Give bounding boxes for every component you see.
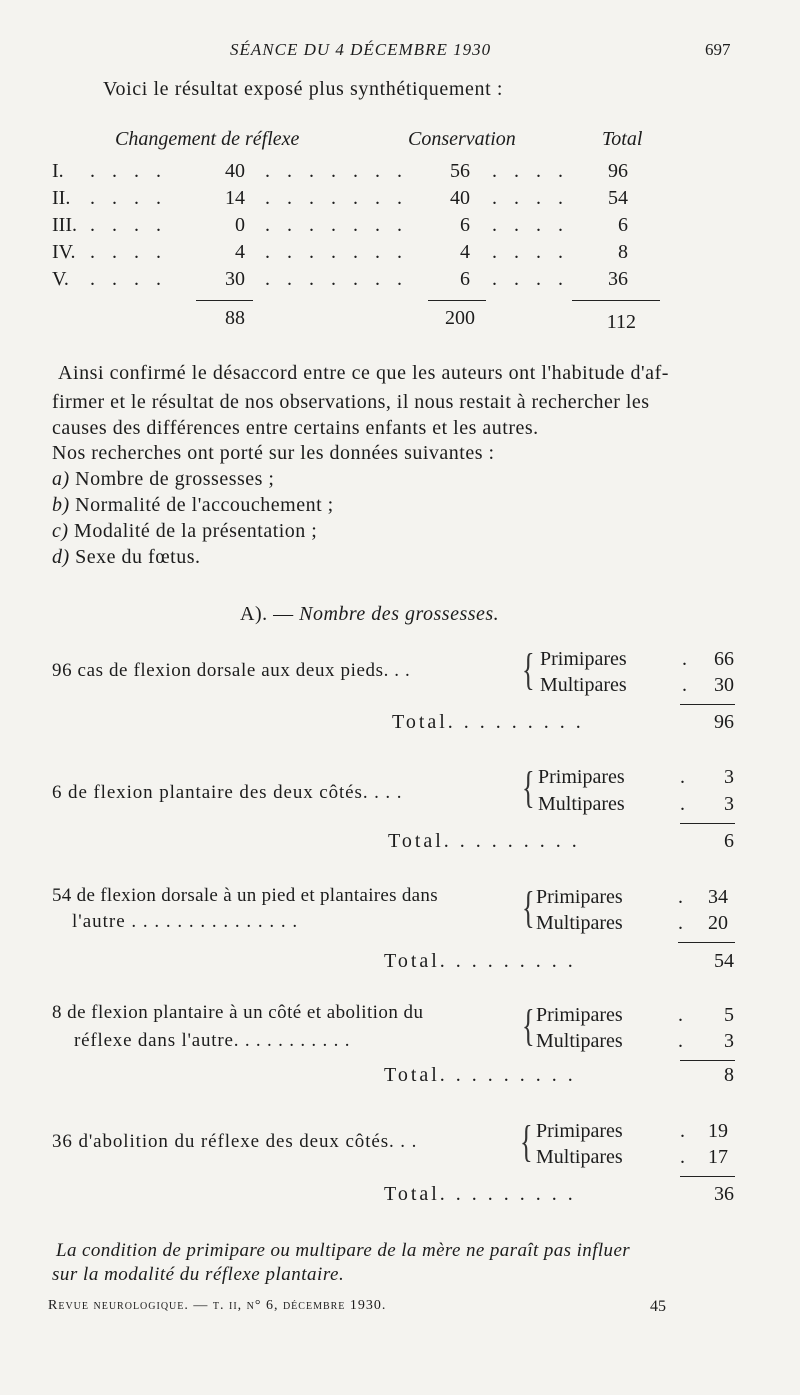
row-conservation: 6 xyxy=(460,214,470,236)
list-item xyxy=(52,520,317,543)
section-title xyxy=(240,603,499,626)
total-rule xyxy=(678,942,735,943)
row-dots: . . . . xyxy=(90,241,167,263)
brace: { xyxy=(522,883,535,932)
row-dots: . . . . xyxy=(492,241,569,263)
total-value: 54 xyxy=(714,950,734,972)
multipares-label: Multipares xyxy=(538,793,625,815)
total-rule xyxy=(680,704,735,705)
group-description: 96 cas de flexion dorsale aux deux pieds. . . xyxy=(52,660,411,681)
total-rule xyxy=(680,1060,735,1061)
primipares-value: 5 xyxy=(724,1004,734,1026)
multipares-label: Multipares xyxy=(536,1146,623,1168)
row-conservation: 56 xyxy=(450,160,470,182)
total-rule xyxy=(428,300,486,301)
group-description: 8 de flexion plantaire à un côté et abolition du xyxy=(52,1002,424,1023)
row-dots: . . . . . . . xyxy=(265,187,408,209)
list-text: Sexe du fœtus. xyxy=(75,546,201,568)
primipares-value: 3 xyxy=(724,766,734,788)
multipares-label: Multipares xyxy=(540,674,627,696)
primipares-label: Primipares xyxy=(540,648,627,670)
total-conservation: 200 xyxy=(445,307,475,329)
dot: . xyxy=(678,1030,683,1052)
total-label: Total. . . . . . . . . xyxy=(388,830,580,852)
dot: . xyxy=(678,1004,683,1026)
paragraph-line: firmer et le résultat de nos observations, il nous restait à rechercher les xyxy=(52,391,650,413)
row-dots: . . . . xyxy=(90,268,167,290)
row-change: 30 xyxy=(225,268,245,290)
row-total: 54 xyxy=(608,187,628,209)
conclusion-line: La condition de primipare ou multipare de la mère ne paraît pas influer xyxy=(56,1240,631,1261)
total-total: 112 xyxy=(606,311,636,333)
list-item xyxy=(52,546,201,569)
group-description: 54 de flexion dorsale à un pied et plantaires dans xyxy=(52,885,438,906)
row-dots: . . . . . . . xyxy=(265,268,408,290)
dot: . xyxy=(682,648,687,670)
row-total: 96 xyxy=(608,160,628,182)
intro-text: Voici le résultat exposé plus synthétiquement : xyxy=(103,78,503,100)
group-description: l'autre . . . . . . . . . . . . . . . xyxy=(72,911,299,932)
total-rule xyxy=(680,1176,735,1177)
primipares-label: Primipares xyxy=(538,766,625,788)
primipares-label: Primipares xyxy=(536,886,623,908)
total-value: 6 xyxy=(724,830,734,852)
dot: . xyxy=(678,912,683,934)
row-dots: . . . . xyxy=(492,160,569,182)
total-rule xyxy=(680,823,735,824)
row-change: 4 xyxy=(235,241,245,263)
row-change: 40 xyxy=(225,160,245,182)
dot: . xyxy=(682,674,687,696)
list-item xyxy=(52,468,274,491)
row-dots: . . . . xyxy=(90,214,167,236)
section-title-text: Nombre des grossesses. xyxy=(299,603,500,625)
brace: { xyxy=(520,1117,533,1166)
multipares-value: 17 xyxy=(708,1146,728,1168)
primipares-value: 66 xyxy=(714,648,734,670)
multipares-value: 20 xyxy=(708,912,728,934)
page-number: 697 xyxy=(705,40,731,59)
group-description: 36 d'abolition du réflexe des deux côtés. . . xyxy=(52,1131,418,1152)
row-dots: . . . . xyxy=(90,160,167,182)
row-conservation: 40 xyxy=(450,187,470,209)
list-text: Nombre de grossesses ; xyxy=(75,468,275,490)
total-label: Total. . . . . . . . . xyxy=(384,1183,576,1205)
paragraph-line: Nos recherches ont porté sur les données suivantes : xyxy=(52,442,495,464)
dot: . xyxy=(680,1120,685,1142)
total-label: Total. . . . . . . . . xyxy=(384,950,576,972)
row-label: III. xyxy=(52,214,77,236)
group-description: réflexe dans l'autre. . . . . . . . . . . xyxy=(74,1030,351,1051)
primipares-value: 34 xyxy=(708,886,728,908)
dot: . xyxy=(680,1146,685,1168)
row-total: 36 xyxy=(608,268,628,290)
row-label: I. xyxy=(52,160,64,182)
list-marker: c) xyxy=(52,520,69,542)
row-label: II. xyxy=(52,187,71,209)
row-dots: . . . . . . . xyxy=(265,160,408,182)
paragraph-line: causes des différences entre certains enfants et les autres. xyxy=(52,417,539,439)
primipares-label: Primipares xyxy=(536,1004,623,1026)
primipares-value: 19 xyxy=(708,1120,728,1142)
total-value: 36 xyxy=(714,1183,734,1205)
row-dots: . . . . xyxy=(492,214,569,236)
total-change: 88 xyxy=(225,307,245,329)
multipares-label: Multipares xyxy=(536,1030,623,1052)
row-conservation: 4 xyxy=(460,241,470,263)
col-header-change: Changement de réflexe xyxy=(115,128,300,150)
brace: { xyxy=(522,645,535,694)
row-dots: . . . . xyxy=(492,187,569,209)
list-text: Modalité de la présentation ; xyxy=(74,520,318,542)
brace: { xyxy=(522,1001,535,1050)
group-description: 6 de flexion plantaire des deux côtés. . . . xyxy=(52,782,403,803)
total-value: 8 xyxy=(724,1064,734,1086)
list-item xyxy=(52,494,334,517)
row-dots: . . . . xyxy=(90,187,167,209)
row-dots: . . . . . . . xyxy=(265,214,408,236)
dot: . xyxy=(680,793,685,815)
row-dots: . . . . . . . xyxy=(265,241,408,263)
list-marker: b) xyxy=(52,494,70,516)
multipares-value: 30 xyxy=(714,674,734,696)
col-header-conservation: Conservation xyxy=(408,128,516,150)
row-total: 6 xyxy=(618,214,628,236)
row-label: V. xyxy=(52,268,69,290)
multipares-value: 3 xyxy=(724,1030,734,1052)
total-label: Total. . . . . . . . . xyxy=(392,711,584,733)
col-header-total: Total xyxy=(602,128,643,150)
row-change: 0 xyxy=(235,214,245,236)
row-change: 14 xyxy=(225,187,245,209)
footer-number: 45 xyxy=(650,1298,666,1315)
dot: . xyxy=(678,886,683,908)
journal-footer: Revue neurologique. — t. ii, n° 6, décembre 1930. xyxy=(48,1298,387,1313)
running-title: SÉANCE DU 4 DÉCEMBRE 1930 xyxy=(230,40,492,59)
multipares-value: 3 xyxy=(724,793,734,815)
conclusion-line: sur la modalité du réflexe plantaire. xyxy=(52,1264,345,1285)
total-label: Total. . . . . . . . . xyxy=(384,1064,576,1086)
row-label: IV. xyxy=(52,241,76,263)
total-rule xyxy=(196,300,253,301)
section-prefix: A). — xyxy=(240,603,300,625)
total-value: 96 xyxy=(714,711,734,733)
list-text: Normalité de l'accouchement ; xyxy=(75,494,334,516)
list-marker: d) xyxy=(52,546,70,568)
dot: . xyxy=(680,766,685,788)
row-dots: . . . . xyxy=(492,268,569,290)
total-rule xyxy=(572,300,660,301)
primipares-label: Primipares xyxy=(536,1120,623,1142)
list-marker: a) xyxy=(52,468,70,490)
row-conservation: 6 xyxy=(460,268,470,290)
row-total: 8 xyxy=(618,241,628,263)
multipares-label: Multipares xyxy=(536,912,623,934)
brace: { xyxy=(522,763,535,812)
paragraph-line: Ainsi confirmé le désaccord entre ce que les auteurs ont l'habitude d'af- xyxy=(58,362,670,384)
